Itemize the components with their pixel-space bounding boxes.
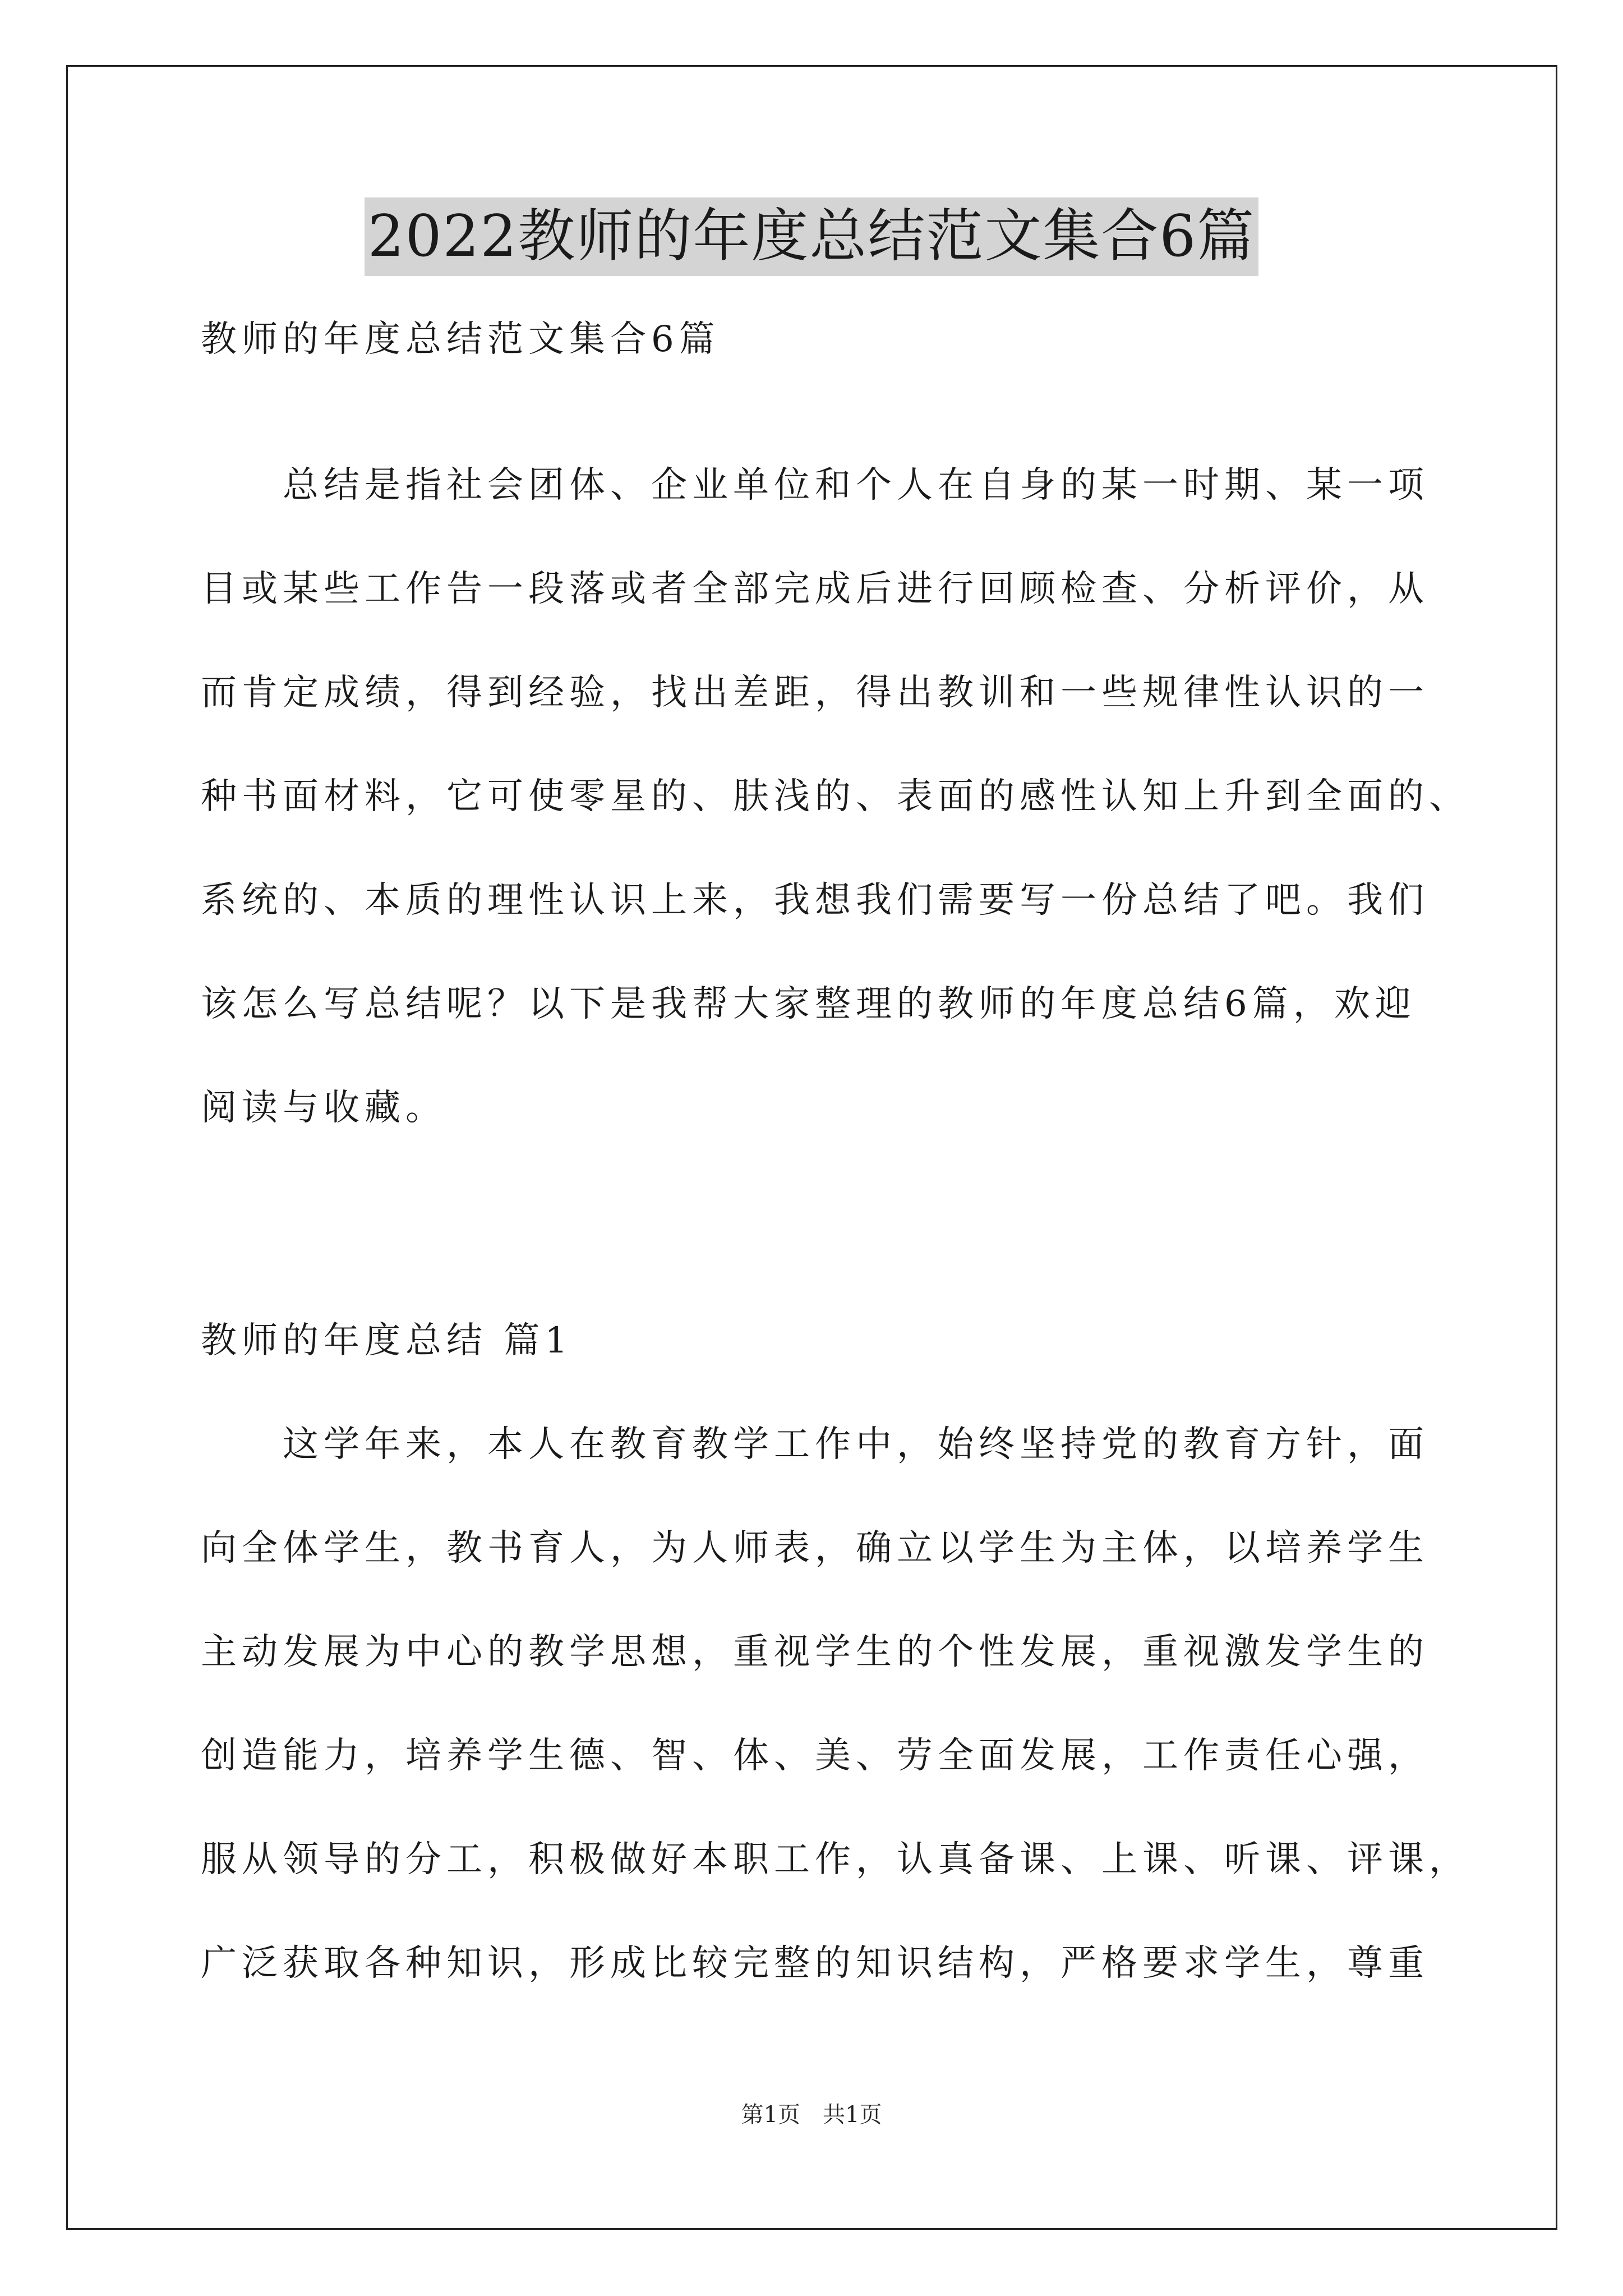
intro-line: 系统的、本质的理性认识上来，我想我们需要写一份总结了吧。我们 <box>201 880 1429 921</box>
section-line: 向全体学生，教书育人，为人师表，确立以学生为主体，以培养学生 <box>201 1527 1429 1569</box>
section-line: 服从领导的分工，积极做好本职工作，认真备课、上课、听课、评课， <box>201 1839 1470 1880</box>
document-title-wrap <box>0 197 1623 276</box>
intro-line: 该怎么写总结呢？以下是我帮大家整理的教师的年度总结6篇，欢迎 <box>201 983 1416 1025</box>
page-border <box>66 65 1557 2230</box>
section-line: 这学年来，本人在教育教学工作中，始终坚持党的教育方针，面 <box>201 1424 1429 1465</box>
section-heading: 教师的年度总结 篇1 <box>201 1320 573 1361</box>
section-line: 主动发展为中心的教学思想，重视学生的个性发展，重视激发学生的 <box>201 1631 1429 1673</box>
intro-line: 目或某些工作告一段落或者全部完成后进行回顾检查、分析评价，从 <box>201 568 1429 610</box>
intro-line: 而肯定成绩，得到经验，找出差距，得出教训和一些规律性认识的一 <box>201 672 1429 714</box>
intro-line: 总结是指社会团体、企业单位和个人在自身的某一时期、某一项 <box>201 464 1429 506</box>
page-footer: 第1页 共1页 <box>741 2102 882 2128</box>
section-line: 广泛获取各种知识，形成比较完整的知识结构，严格要求学生，尊重 <box>201 1943 1429 1984</box>
intro-line: 阅读与收藏。 <box>201 1087 446 1129</box>
section-line: 创造能力，培养学生德、智、体、美、劳全面发展，工作责任心强， <box>201 1735 1429 1777</box>
intro-line: 种书面材料，它可使零星的、肤浅的、表面的感性认知上升到全面的、 <box>201 776 1470 817</box>
document-subtitle: 教师的年度总结范文集合6篇 <box>201 319 720 360</box>
document-title: 2022教师的年度总结范文集合6篇 <box>365 197 1258 276</box>
